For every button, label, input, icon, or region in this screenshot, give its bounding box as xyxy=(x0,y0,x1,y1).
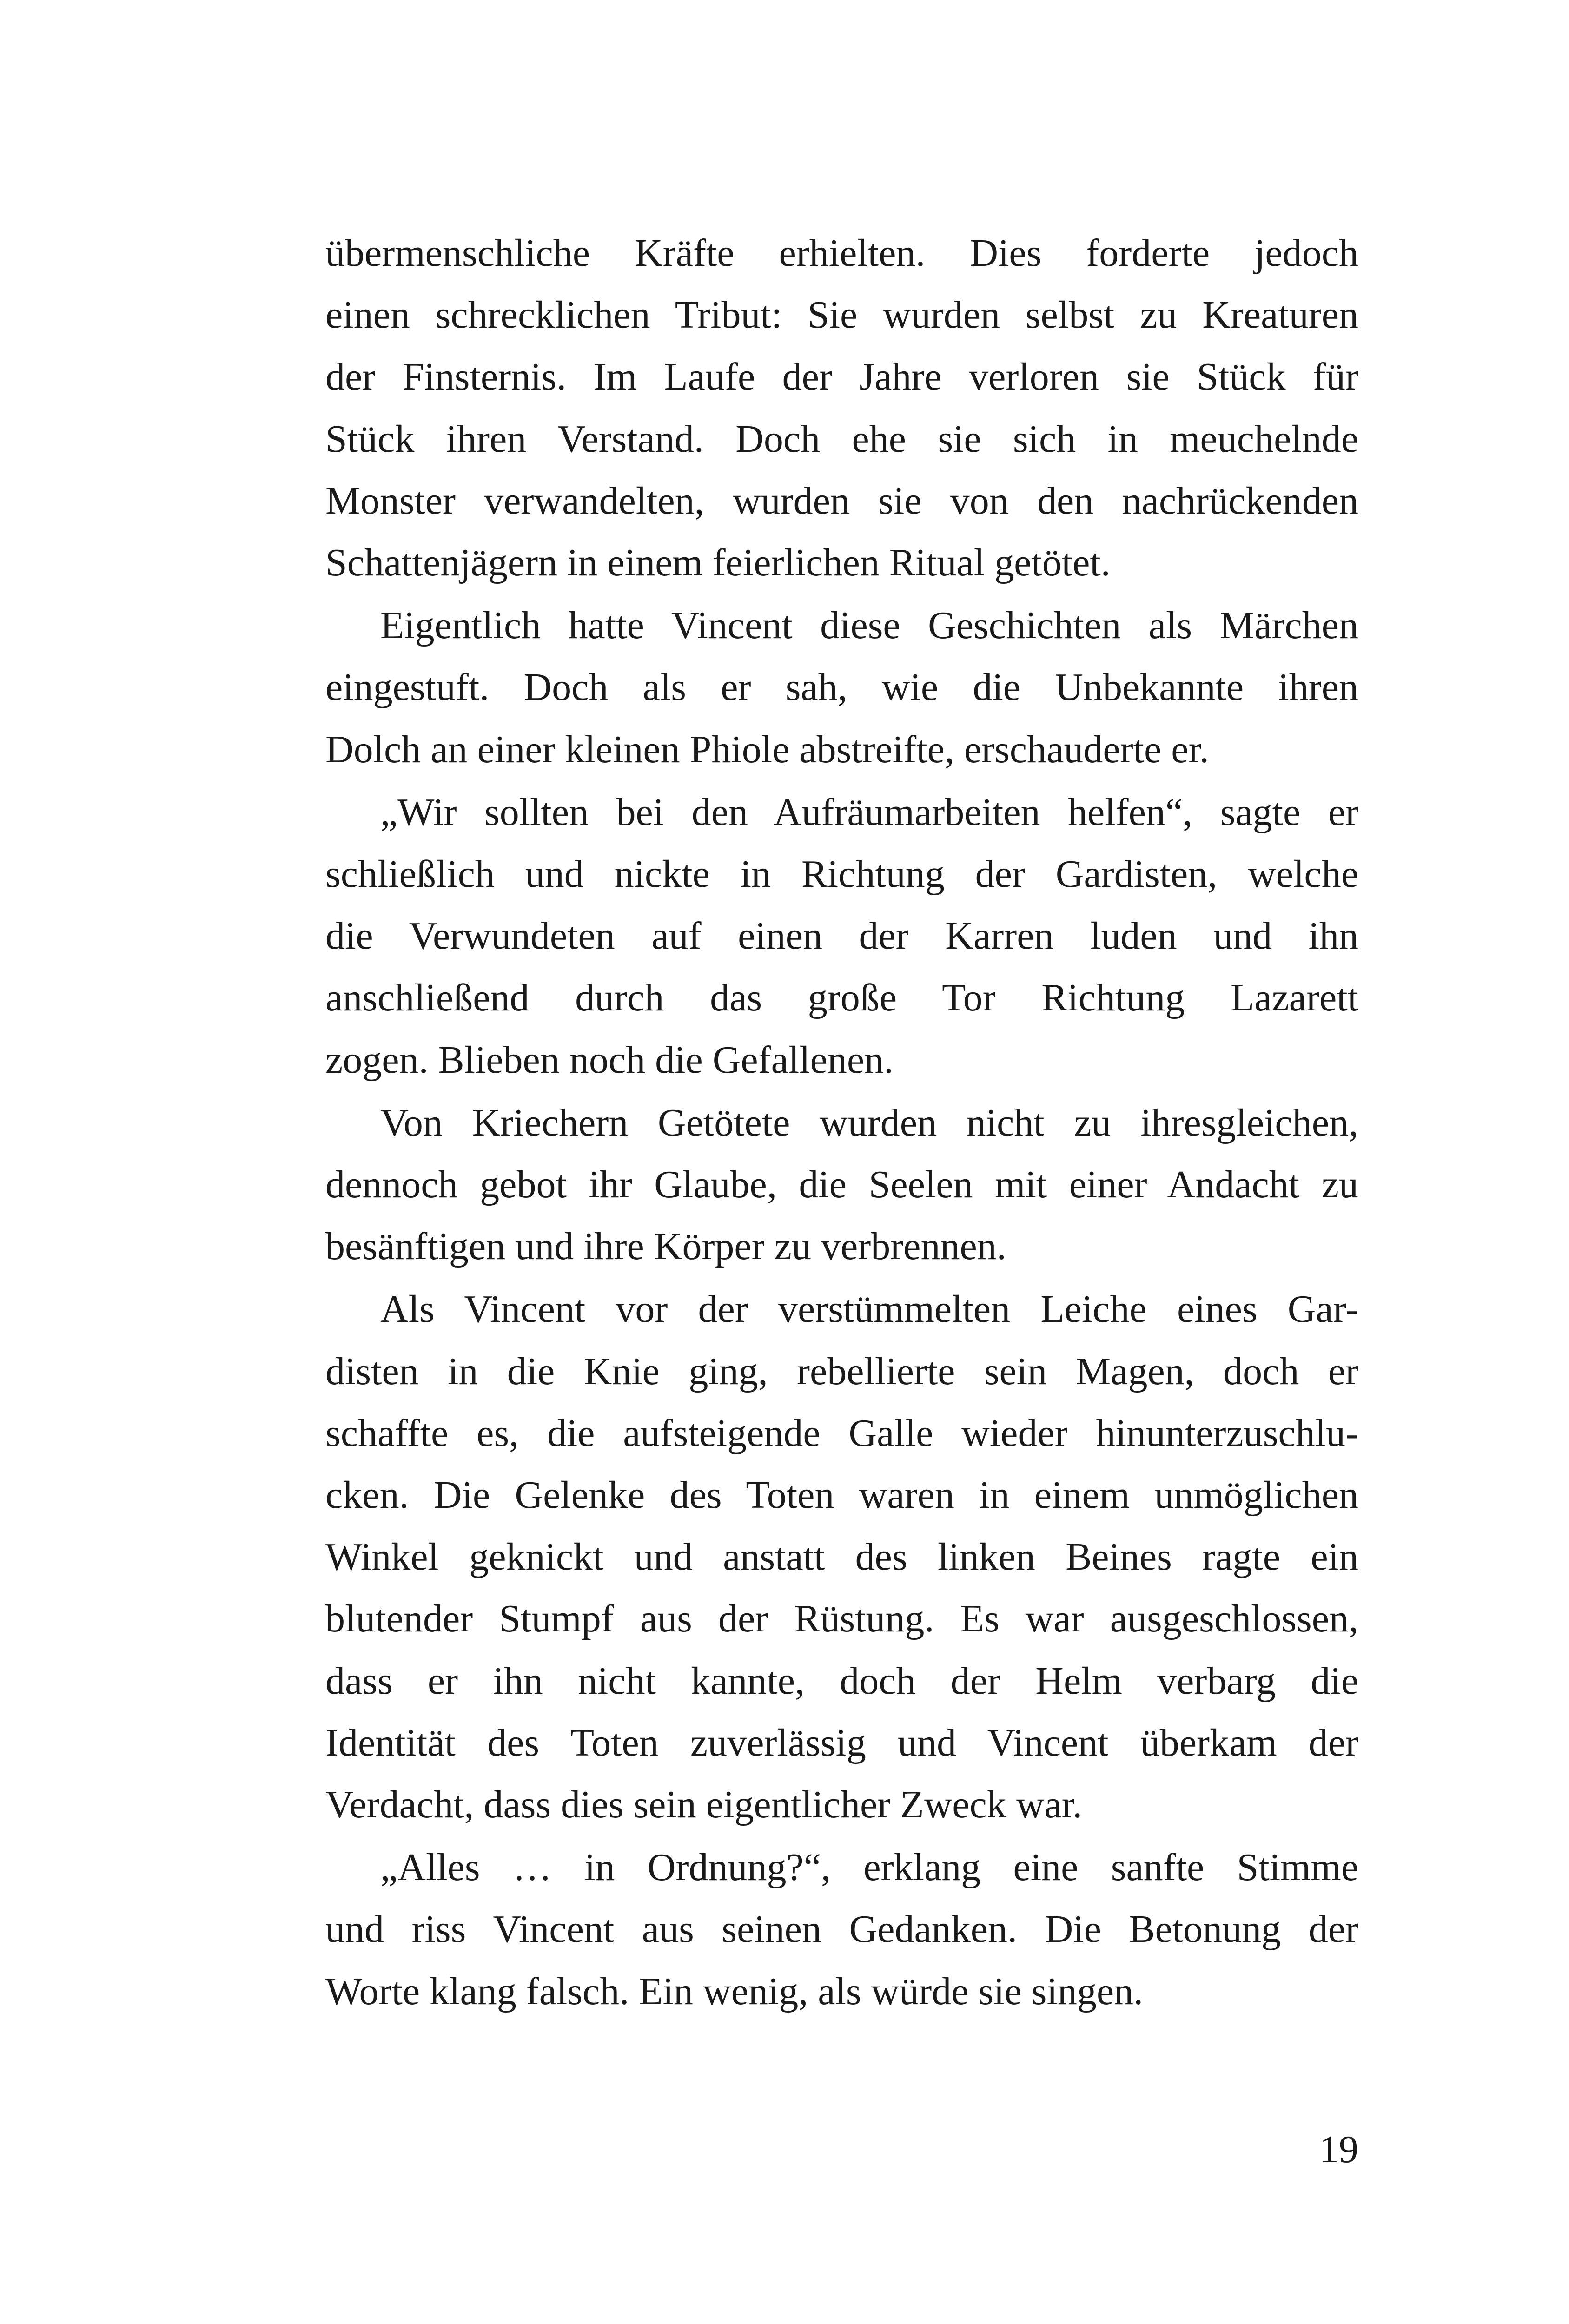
text-line: dass er ihn nicht kannte, doch der Helm verbarg die xyxy=(325,1659,1358,1703)
text-line: „Wir sollten bei den Aufräumarbeiten helfen“, sagte er xyxy=(380,790,1358,834)
text-line: Als Vincent vor der verstümmelten Leiche eines Gar- xyxy=(380,1287,1358,1331)
text-line: Stück ihren Verstand. Doch ehe sie sich in meuchelnde xyxy=(325,417,1358,461)
text-line: eingestuft. Doch als er sah, wie die Unbekannte ihren xyxy=(325,666,1358,709)
text-line: blutender Stumpf aus der Rüstung. Es war ausgeschlossen, xyxy=(325,1597,1358,1641)
text-line: zogen. Blieben noch die Gefallenen. xyxy=(325,1038,894,1082)
text-line: dennoch gebot ihr Glaube, die Seelen mit einer Andacht zu xyxy=(325,1163,1358,1207)
text-line: schaffte es, die aufsteigende Galle wieder hinunterzuschlu- xyxy=(325,1411,1358,1455)
text-line: disten in die Knie ging, rebellierte sein Magen, doch er xyxy=(325,1349,1358,1393)
text-line: Von Kriechern Getötete wurden nicht zu ihresgleichen, xyxy=(380,1101,1358,1144)
page-number: 19 xyxy=(1319,2128,1358,2171)
text-line: schließlich und nickte in Richtung der Gardisten, welche xyxy=(325,852,1358,896)
text-line: Eigentlich hatte Vincent diese Geschichten als Märchen xyxy=(380,604,1358,647)
text-line: einen schrecklichen Tribut: Sie wurden selbst zu Kreaturen xyxy=(325,293,1358,337)
text-line: „Alles … in Ordnung?“, erklang eine sanfte Stimme xyxy=(380,1846,1358,1889)
text-line: besänftigen und ihre Körper zu verbrennen. xyxy=(325,1225,1006,1268)
text-line: Identität des Toten zuverlässig und Vincent überkam der xyxy=(325,1721,1358,1764)
text-line: Dolch an einer kleinen Phiole abstreifte, erschauderte er. xyxy=(325,727,1209,771)
text-line: Monster verwandelten, wurden sie von den nachrückenden xyxy=(325,479,1358,522)
body-text xyxy=(325,222,1358,2023)
text-line: anschließend durch das große Tor Richtung Lazarett xyxy=(325,976,1358,1020)
text-line: und riss Vincent aus seinen Gedanken. Die Betonung der xyxy=(325,1908,1358,1951)
paragraph xyxy=(325,594,1358,780)
text-line: Winkel geknickt und anstatt des linken Beines ragte ein xyxy=(325,1535,1358,1579)
paragraph xyxy=(325,1836,1358,2022)
text-line: übermenschliche Kräfte erhielten. Dies forderte jedoch xyxy=(325,231,1358,275)
paragraph xyxy=(325,1092,1358,1278)
paragraph xyxy=(325,222,1358,594)
text-line: cken. Die Gelenke des Toten waren in einem unmöglichen xyxy=(325,1473,1358,1517)
paragraph xyxy=(325,1278,1358,1835)
text-line: Verdacht, dass dies sein eigentlicher Zweck war. xyxy=(325,1783,1083,1827)
text-line: Worte klang falsch. Ein wenig, als würde sie singen. xyxy=(325,1969,1144,2013)
text-line: Schattenjägern in einem feierlichen Ritual getötet. xyxy=(325,541,1111,585)
paragraph xyxy=(325,781,1358,1091)
text-line: die Verwundeten auf einen der Karren luden und ihn xyxy=(325,914,1358,958)
text-line: der Finsternis. Im Laufe der Jahre verloren sie Stück für xyxy=(325,355,1358,399)
